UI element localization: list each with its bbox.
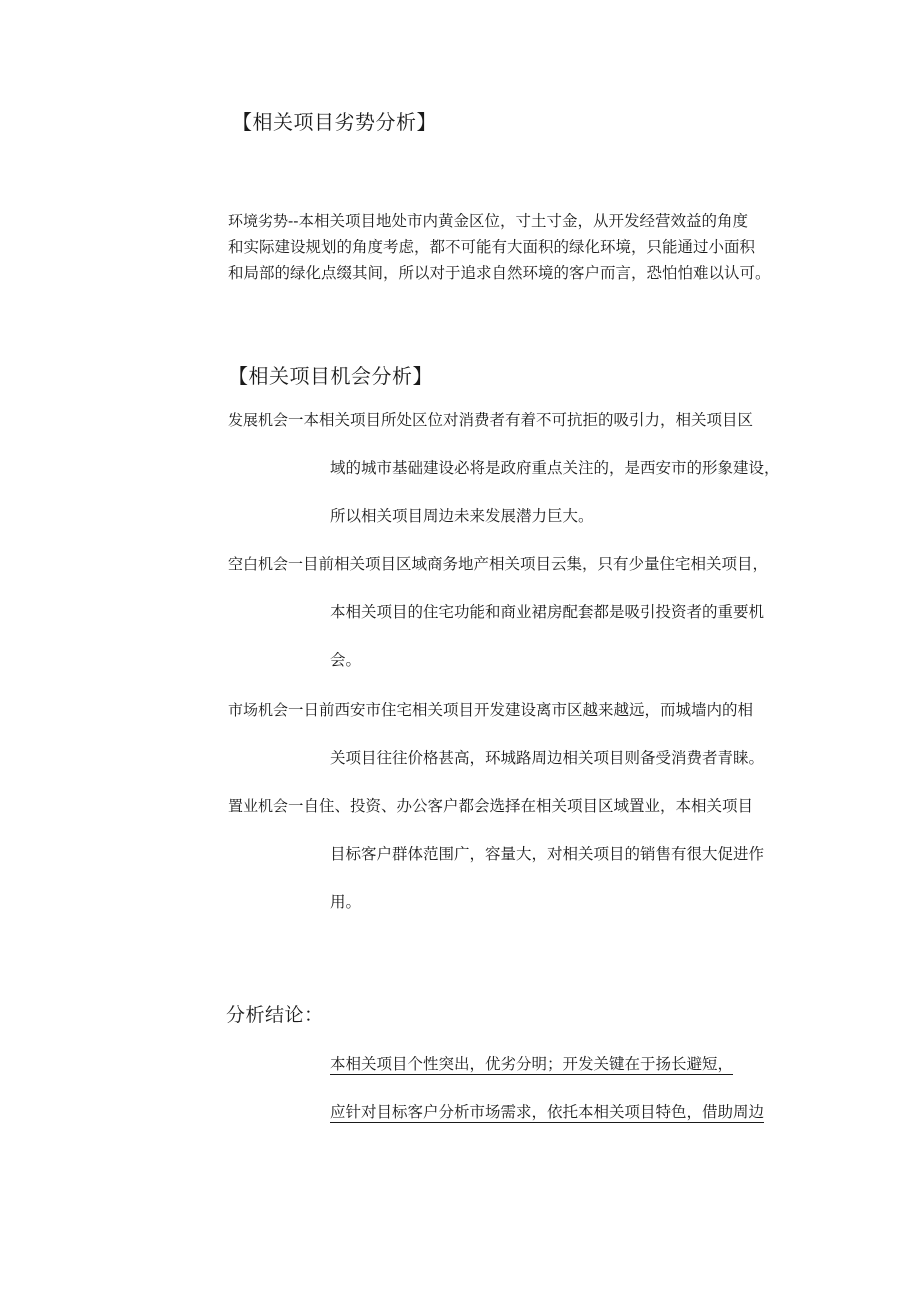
opportunity-development (228, 396, 828, 540)
opportunity-line: 本相关项目的住宅功能和商业裙房配套都是吸引投资者的重要机 (330, 603, 765, 621)
opportunity-line: 会。 (330, 651, 362, 669)
opportunity-lead: 空白机会一 (228, 555, 304, 573)
opportunity-line: 用。 (330, 893, 362, 911)
opportunity-line: 空白机会一目前相关项目区域商务地产相关项目云集，只有少量住宅相关项目， (228, 555, 769, 573)
opportunity-market (228, 686, 828, 782)
opportunity-lead: 置业机会 (228, 797, 289, 815)
opportunity-lead: 市场机会 (228, 701, 289, 719)
opportunity-blank (228, 540, 828, 684)
opportunity-property (228, 782, 828, 926)
environment-line: 环境劣势--本相关项目地处市内黄金区位，寸土寸金，从开发经营效益的角度 (228, 212, 748, 230)
conclusion-line: 应针对目标客户分析市场需求，依托本相关项目特色，借助周边 (330, 1103, 765, 1121)
opportunity-line: 域的城市基础建设必将是政府重点关注的，是西安市的形象建设， (330, 459, 780, 477)
opportunity-line: 市场机会一日前西安市住宅相关项目开发建设离市区越来越远，而城墙内的相 (228, 701, 754, 719)
opportunity-heading: 【相关项目机会分析】 (228, 364, 433, 388)
conclusion-heading: 分析结论： (226, 1004, 324, 1026)
opportunity-line: 关项目往往价格甚高，环城路周边相关项目则备受消费者青睐。 (330, 749, 765, 767)
conclusion-paragraph (330, 1040, 764, 1136)
conclusion-line: 本相关项目个性突出，优劣分明；开发关键在于扬长避短， (330, 1055, 734, 1073)
opportunity-line: 发展机会一本相关项目所处区位对消费者有着不可抗拒的吸引力，相关项目区 (228, 411, 754, 429)
environment-line: 和实际建设规划的角度考虑，都不可能有大面积的绿化环境，只能通过小面积 (228, 238, 756, 256)
opportunity-line: 置业机会一自住、投资、办公客户都会选择在相关项目区域置业，本相关项目 (228, 797, 754, 815)
opportunity-line: 所以相关项目周边未来发展潜力巨大。 (330, 507, 594, 525)
environment-lead: 环境劣势 (228, 212, 289, 230)
opportunity-lead: 发展机会 (228, 411, 289, 429)
opportunity-line: 目标客户群体范围广，容量大，对相关项目的销售有很大促进作 (330, 845, 765, 863)
environment-weakness-paragraph (228, 208, 828, 286)
environment-line: 和局部的绿化点缀其间，所以对于追求自然环境的客户而言，恐怕怕难以认可。 (228, 264, 771, 282)
weakness-heading: 【相关项目劣势分析】 (232, 110, 437, 134)
